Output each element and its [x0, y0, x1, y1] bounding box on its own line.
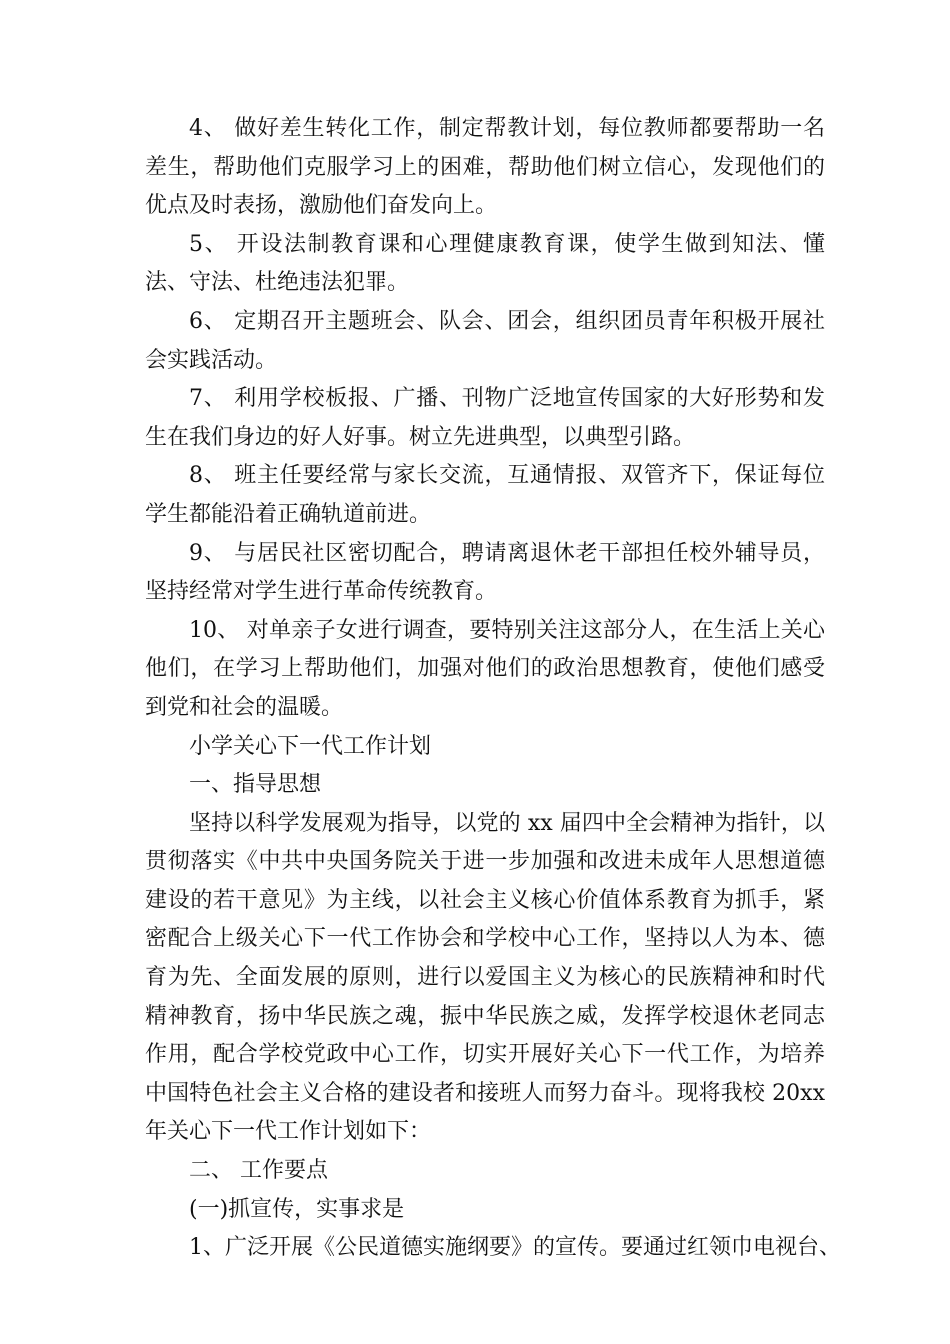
- paragraph-item-7: 7、 利用学校板报、广播、刊物广泛地宣传国家的大好形势和发生在我们身边的好人好事。树立先进典型，以典型引路。: [145, 386, 825, 450]
- paragraph-item-4: 4、 做好差生转化工作，制定帮教计划，每位教师都要帮助一名差生，帮助他们克服学习上的困难，帮助他们树立信心，发现他们的优点及时表扬，激励他们奋发向上。: [145, 116, 825, 219]
- paragraph-item-10: 10、 对单亲子女进行调查，要特别关注这部分人，在生活上关心他们，在学习上帮助他们，加强对他们的政治思想教育，使他们感受到党和社会的温暖。: [145, 617, 825, 720]
- paragraph-publicity-start: 1、广泛开展《公民道德实施纲要》的宣传。要通过红领巾电视台、: [189, 1235, 841, 1261]
- paragraph-item-9: 9、 与居民社区密切配合，聘请离退休老干部担任校外辅导员，坚持经常对学生进行革命传统教育。: [145, 540, 825, 605]
- paragraph-item-5: 5、 开设法制教育课和心理健康教育课，使学生做到知法、懂法、守法、杜绝违法犯罪。: [145, 231, 825, 296]
- heading-guiding-thought: 一、指导思想: [189, 772, 322, 798]
- paragraph-item-8: 8、 班主任要经常与家长交流，互通情报、双管齐下，保证每位学生都能沿着正确轨道前进。: [145, 463, 825, 527]
- guiding-thought-paragraph: 坚持以科学发展观为指导，以党的 xx 届四中全会精神为指针，以贯彻落实《中共中央国务院关于进一步加强和改进未成年人思想道德建设的若干意见》为主线，以社会主义核心价值体系教育为抓手，紧密配合上级关心下一代工作协会和学校中心工作，坚持以人为本、德育为先、全面发展的原则，进行以爱国主义为核心的民族精神和时代精神教育，扬中华民族之魂，振中华民族之威，发挥学校退休老同志作用，配合学校党政中心工作，切实开展好关心下一代工作，为培养中国特色社会主义合格的建设者和接班人而努力奋斗。现将我校 20xx 年关心下一代工作计划如下：: [145, 810, 825, 1145]
- paragraph-item-6: 6、 定期召开主题班会、队会、团会，组织团员青年积极开展社会实践活动。: [145, 308, 825, 373]
- section-title: 小学关心下一代工作计划: [189, 733, 432, 759]
- subheading-publicity: (一)抓宣传，实事求是: [189, 1196, 405, 1222]
- heading-work-points: 二、 工作要点: [189, 1158, 328, 1184]
- document-body: [145, 110, 841, 1268]
